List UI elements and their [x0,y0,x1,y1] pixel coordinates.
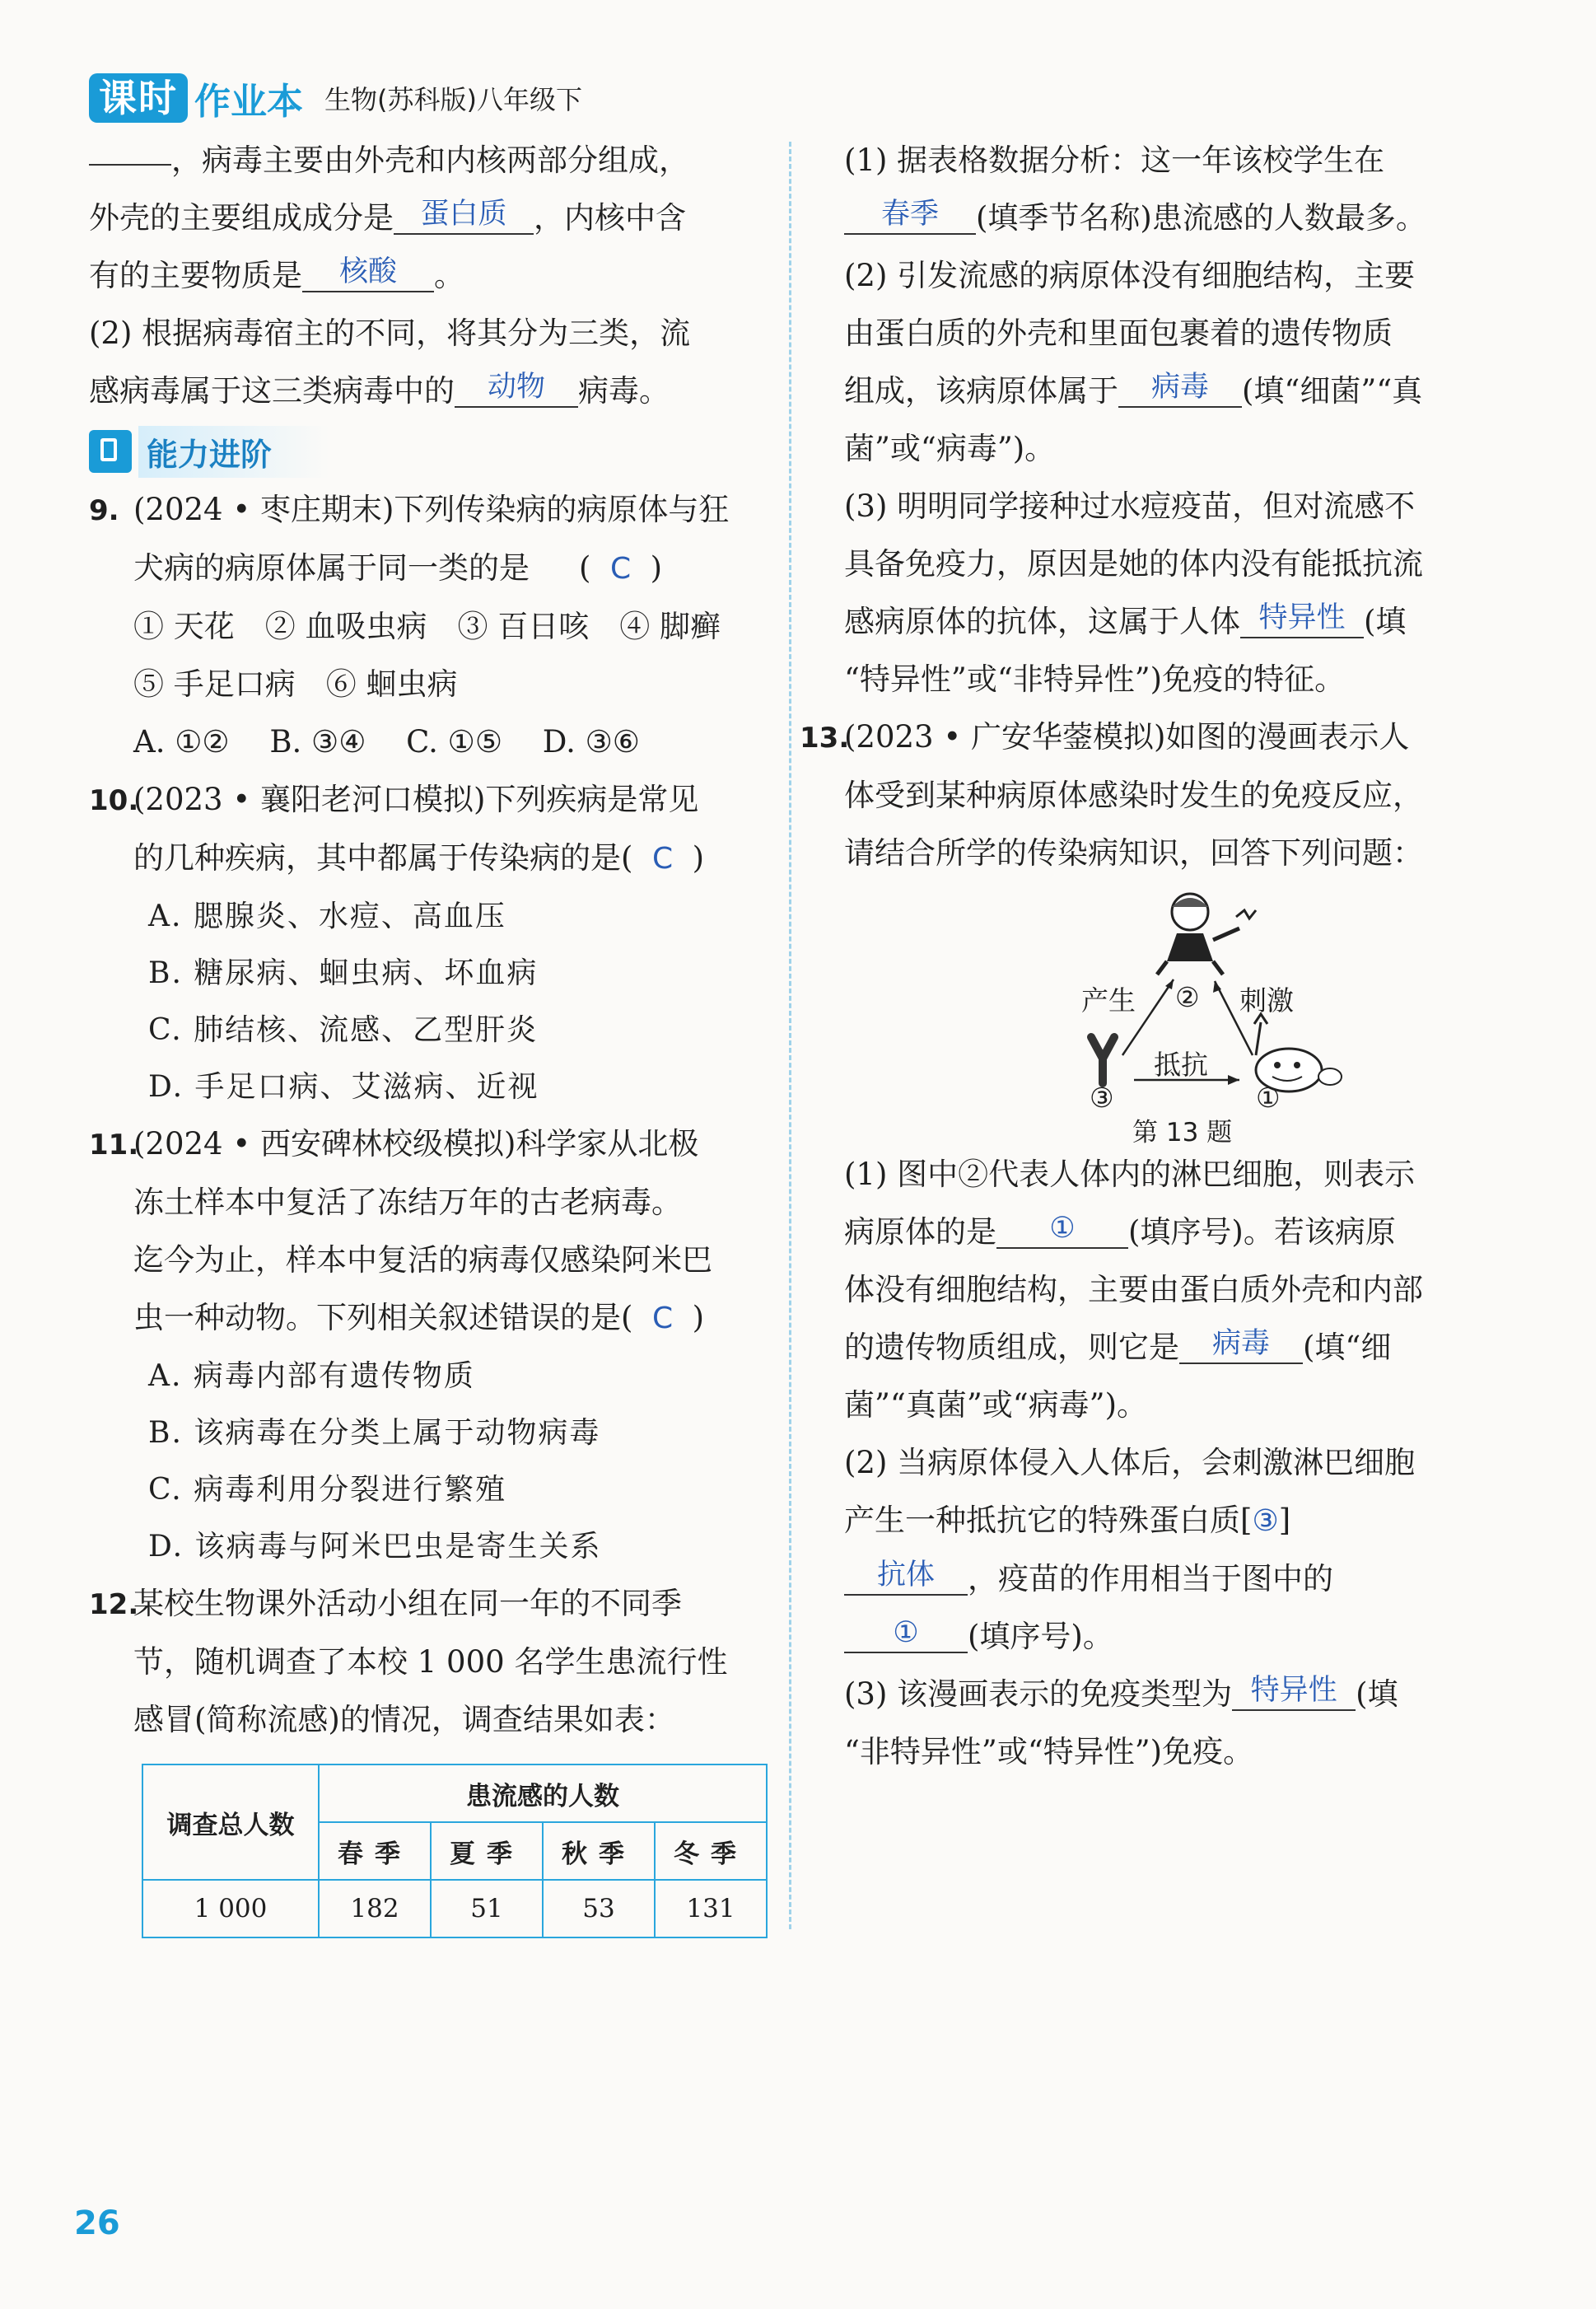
question-10 [89,771,772,1115]
table-cell: 1 000 [142,1880,319,1937]
answer-blank[interactable]: 核酸 [302,253,434,292]
pencil-note-icon [89,430,132,473]
text: 的几种疾病，其中都属于传染病的是 [133,840,621,876]
text: (3) 明明同学接种过水痘疫苗，但对流感不 [844,488,1416,524]
q13-sub-line [844,1723,1499,1781]
text: 犬病的病原体属于同一类的是 [133,550,530,586]
q13-sub-line [844,1666,1499,1723]
option-d: D. 手足口病、艾滋病、近视 [148,1070,539,1104]
question-line [89,1174,772,1232]
text: 有的主要物质是 [89,258,302,293]
brand-title: 作业本 [194,81,303,123]
text: (2) 根据病毒宿主的不同，将其分为三类，流 [89,316,691,351]
text: 的遗传物质组成，则它是 [844,1330,1179,1365]
question-line [800,708,1499,767]
table-row [142,1880,767,1937]
text: 菌”或“病毒”)。 [844,431,1056,466]
text: 体受到某种病原体感染时发生的免疫反应， [844,778,1423,813]
question-line [844,825,1499,882]
question-line [89,1115,772,1174]
q12-sub-line [844,535,1499,593]
text: 请结合所学的传染病知识，回答下列问题： [844,835,1423,871]
section-heading-label: 能力进阶 [138,426,329,478]
q13-sub-line [844,1319,1499,1377]
answer-blank[interactable]: 蛋白质 [394,195,534,235]
question-line: 犬病的病原体属于同一类的是 ( C ) [133,550,663,586]
text: 菌”“真菌”或“病毒”)。 [844,1387,1148,1423]
text: 病毒。 [578,373,670,409]
q12-sub-line [844,362,1499,420]
option-d: D. 该病毒与阿米巴虫是寄生关系 [148,1530,602,1563]
question-line [89,656,772,713]
question-line [89,1691,772,1749]
table-header-season: 秋季 [543,1822,655,1880]
q12-sub-line [844,189,1499,247]
q12-sub-line [844,247,1499,305]
question-line: 的几种疾病，其中都属于传染病的是( C ) [133,840,705,876]
label-number-1: ① [1256,1082,1281,1114]
answer-blank[interactable]: 特异性 [1232,1671,1356,1711]
answer-blank[interactable]: 病毒 [1179,1325,1303,1364]
answer-blank[interactable] [89,164,171,166]
option-a: A. 腮腺炎、水痘、高血压 [148,900,506,933]
answer-choice[interactable]: C [651,842,674,876]
intro-line-1 [89,132,772,189]
question-options [89,713,772,771]
text: 具备免疫力，原因是她的体内没有能抵抗流 [844,546,1423,582]
label-stimulate: 刺激 [1239,984,1294,1017]
question-number: 11. [89,1129,139,1162]
text: A. ①② B. ③④ C. ①⑤ D. ③⑥ [133,724,640,760]
q13-sub-line [844,1377,1499,1434]
text: (2024 • 西安碑林校级模拟)科学家从北极 [133,1126,699,1162]
question-line [89,598,772,656]
table-cell: 53 [543,1880,655,1937]
page-header [89,72,582,124]
q12-sub-line [844,132,1499,189]
text: (1) 据表格数据分析：这一年该校学生在 [844,143,1385,178]
text: 感冒(简称流感)的情况，调查结果如表： [133,1702,675,1737]
text: 体没有细胞结构，主要由蛋白质外壳和内部 [844,1272,1423,1307]
question-line [844,767,1499,825]
text: (2) 当病原体侵入人体后，会刺激淋巴细胞 [844,1445,1416,1480]
table-header-season: 夏季 [431,1822,543,1880]
answer-blank[interactable]: 病毒 [1118,368,1242,408]
answer-blank[interactable]: 春季 [844,195,976,235]
question-line [89,771,772,830]
q12-sub-line [844,305,1499,362]
figure-caption: 第 13 题 [1132,1118,1233,1147]
q13-sub-line [844,1146,1499,1204]
text: (填季节名称)患流感的人数最多。 [976,200,1426,236]
text: ，内核中含 [534,200,686,236]
column-divider [789,142,791,1929]
section-heading [89,425,772,478]
left-column [89,132,772,1938]
text: 感病原体的抗体，这属于人体 [844,604,1240,639]
text: 。 [434,258,464,293]
q13-sub-line [844,1550,1499,1608]
intro-line-5 [89,362,772,420]
q13-sub-line [844,1492,1499,1550]
brand-logo: 课时 [89,73,188,123]
q13-sub-line [844,1434,1499,1492]
answer-choice[interactable]: C [609,552,632,586]
q12-sub-line [844,478,1499,535]
label-number-3: ③ [1090,1082,1114,1114]
q13-sub-line [844,1261,1499,1319]
question-13 [800,708,1499,1781]
question-number: 10. [89,784,139,817]
question-number: 9. [89,494,119,527]
table-header-total: 调查总人数 [142,1764,319,1880]
text: 冻土样本中复活了冻结万年的古老病毒。 [133,1185,682,1220]
table-header-season: 冬季 [655,1822,767,1880]
q12-sub-line [844,420,1499,478]
text: ① 天花 ② 血吸虫病 ③ 百日咳 ④ 脚癣 [133,609,721,644]
text: 感病毒属于这三类病毒中的 [89,373,455,409]
text: ] [1278,1503,1291,1538]
text: (填“细 [1303,1330,1392,1365]
q13-sub-line [844,1204,1499,1261]
question-11 [89,1115,772,1575]
text: 某校生物课外活动小组在同一年的不同季 [133,1586,682,1621]
label-number-2: ② [1175,981,1200,1013]
question-9 [89,481,772,771]
survey-table [142,1764,768,1938]
question-number: 13. [800,722,850,755]
option-c: C. 肺结核、流感、乙型肝炎 [148,1013,539,1047]
subject-title: 生物(苏科版)八年级下 [324,84,582,115]
text: (2023 • 广安华蓥模拟)如图的漫画表示人 [844,719,1410,755]
question-12 [89,1575,772,1938]
text: 病原体的是 [844,1214,996,1250]
text: “特异性”或“非特异性”)免疫的特征。 [844,661,1346,697]
q13-sub-line [844,1608,1499,1666]
answer-blank[interactable]: 动物 [455,368,578,408]
text: ，疫苗的作用相当于图中的 [968,1561,1333,1596]
option-c: C. 病毒利用分裂进行繁殖 [148,1473,507,1507]
answer-blank[interactable]: ① [844,1614,968,1653]
text: 产生一种抵抗它的特殊蛋白质[ [844,1503,1253,1538]
table-cell: 131 [655,1880,767,1937]
text: ，病毒主要由外壳和内核两部分组成， [171,143,689,178]
antibody-illustration [1091,1037,1114,1083]
question-line [89,1232,772,1289]
text: 外壳的主要组成成分是 [89,200,394,236]
text: (3) 该漫画表示的免疫类型为 [844,1676,1233,1712]
option-b: B. 该病毒在分类上属于动物病毒 [148,1416,601,1450]
text: 虫一种动物。下列相关叙述错误的是 [133,1300,621,1335]
text: (填“细菌”“真 [1242,373,1423,409]
option-b: B. 糖尿病、蛔虫病、坏血病 [148,956,539,990]
intro-line-3 [89,247,772,305]
text: (1) 图中②代表人体内的淋巴细胞，则表示 [844,1157,1416,1192]
intro-line-2 [89,189,772,247]
lymphocyte-illustration [1157,894,1256,975]
question-line [89,481,772,540]
text: (填序号)。 [968,1619,1113,1654]
pathogen-illustration [1254,1014,1342,1091]
text: 由蛋白质的外壳和里面包裹着的遗传物质 [844,316,1393,351]
text: “非特异性”或“特异性”)免疫。 [844,1734,1254,1769]
text: ⑤ 手足口病 ⑥ 蛔虫病 [133,666,458,702]
text: (填 [1364,604,1407,639]
text: (2) 引发流感的病原体没有细胞结构，主要 [844,258,1416,293]
intro-line-4 [89,305,772,362]
answer-blank[interactable]: 抗体 [844,1556,968,1596]
q12-sub-line [844,651,1499,708]
label-resist: 抵抗 [1154,1049,1208,1081]
text: (2023 • 襄阳老河口模拟)下列疾病是常见 [133,782,699,817]
page-number: 26 [74,2204,120,2242]
option-a: A. 病毒内部有遗传物质 [148,1359,475,1393]
text: (填序号)。若该病原 [1128,1214,1396,1250]
question-line: 虫一种动物。下列相关叙述错误的是( C ) [133,1300,705,1335]
text: (填 [1356,1676,1398,1712]
text: 组成，该病原体属于 [844,373,1118,409]
table-cell: 51 [431,1880,543,1937]
answer-blank[interactable]: ① [996,1209,1128,1249]
text: 节，随机调查了本校 1 000 名学生患流行性 [133,1644,728,1680]
text: 迄今为止，样本中复活的病毒仅感染阿米巴 [133,1242,712,1278]
question-line [89,1634,772,1691]
question-line [89,1575,772,1634]
q12-sub-line [844,593,1499,651]
answer-blank[interactable]: ③ [1252,1504,1279,1538]
label-produce: 产生 [1081,984,1136,1017]
right-column [800,132,1499,1781]
answer-blank[interactable]: 特异性 [1240,599,1364,638]
immune-response-figure [844,882,1499,1146]
question-number: 12. [89,1588,139,1621]
table-header-season: 春季 [319,1822,431,1880]
table-header-group: 患流感的人数 [319,1764,767,1822]
answer-choice[interactable]: C [651,1302,674,1335]
text: (2024 • 枣庄期末)下列传染病的病原体与狂 [133,492,730,527]
table-cell: 182 [319,1880,431,1937]
